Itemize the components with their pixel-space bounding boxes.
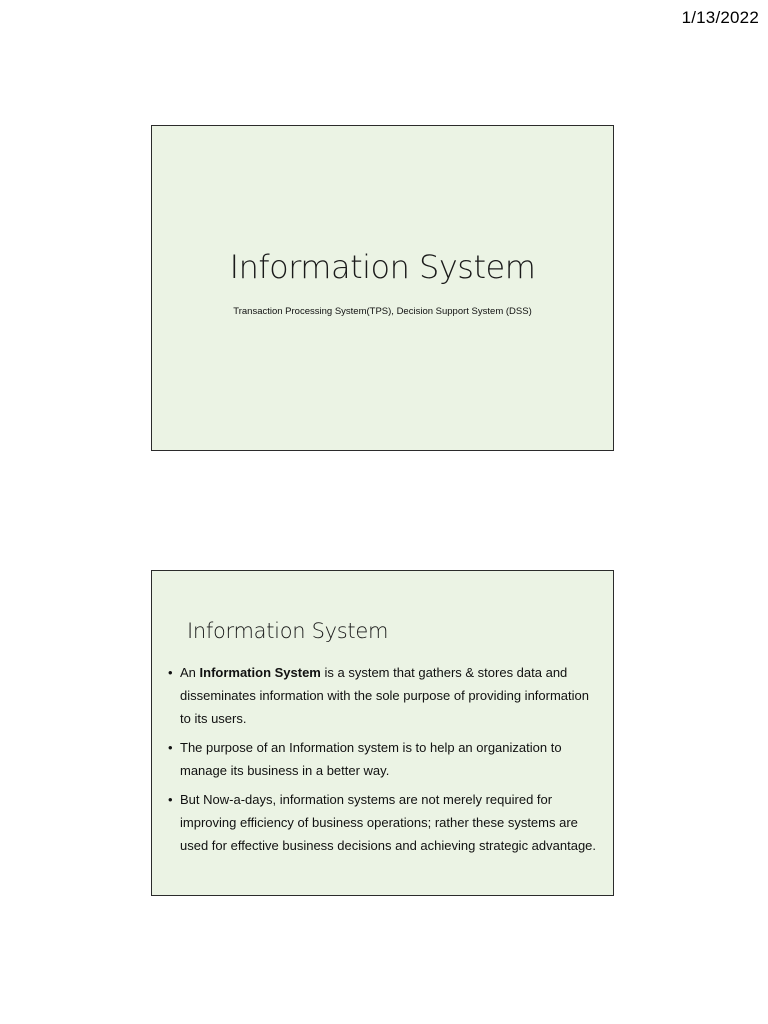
bullet-text: The purpose of an Information system is to help an organization to manage its business in a better way. [180,740,562,778]
bullet-text-prefix: An [180,665,200,680]
slide-content-slide [151,570,614,896]
slide-subtitle: Transaction Processing System(TPS), Decision Support System (DSS) [233,306,532,317]
bullet-icon: • [168,740,173,755]
slide-heading: Information System [187,619,389,643]
slide-title: Information System [229,248,536,286]
bullet-item [166,788,602,857]
bullet-text-bold: Information System [199,665,321,680]
bullet-icon: • [168,792,173,807]
bullet-icon: • [168,665,173,680]
bullet-text-rest: is a system that gathers & stores data and disseminates information with the sole purpose of providing information to its users. [180,665,589,726]
bullet-text: But Now-a-days, information systems are not merely required for improving efficiency of business operations; rather these systems are used for effective business decisions and achieving strategic advantage. [180,792,597,853]
bullet-item [166,661,602,730]
bullet-list [166,661,602,863]
slide-title-slide [151,125,614,451]
bullet-item [166,736,602,782]
page-date: 1/13/2022 [681,8,759,27]
